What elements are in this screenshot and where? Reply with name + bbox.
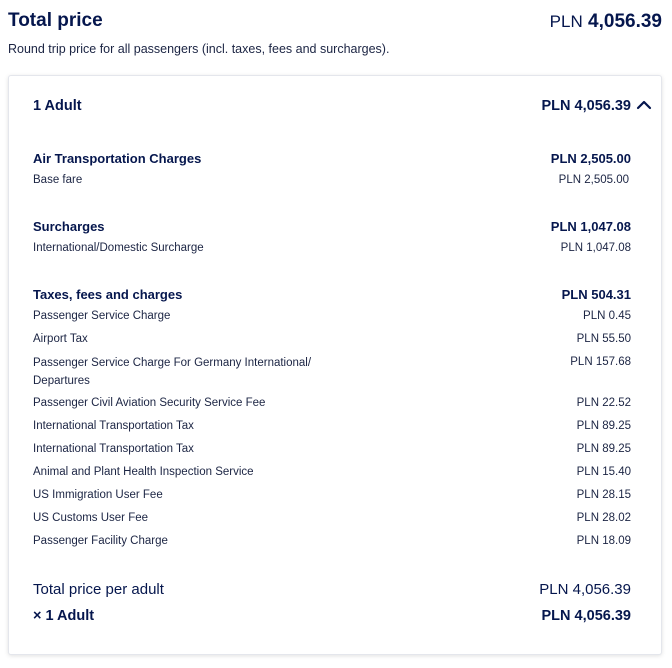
total-per-adult-amount: PLN 4,056.39 [539,581,631,598]
item-amount: PLN 0.45 [583,310,631,322]
item-label: Airport Tax [33,333,88,345]
multiplier-label: × 1 Adult [33,608,95,624]
item-label: International/Domestic Surcharge [33,242,204,254]
item-label: Passenger Service Charge [33,310,171,322]
section-amount: PLN 504.31 [561,287,631,302]
total-amount: 4,056.39 [588,11,662,32]
section-title: Taxes, fees and charges [33,287,183,302]
item-label: Passenger Service Charge For Germany International/ Departures [33,357,312,387]
total-per-adult-label: Total price per adult [33,581,164,598]
item-label: Base fare [33,174,83,186]
item-amount: PLN 1,047.08 [560,242,631,254]
item-amount: PLN 55.50 [576,333,631,345]
section-amount: PLN 2,505.00 [550,151,631,166]
section-amount: PLN 1,047.08 [550,219,631,234]
item-amount: PLN 18.09 [576,535,631,547]
multiplier-amount: PLN 4,056.39 [541,608,631,624]
total-price [550,11,662,33]
section-title: Surcharges [33,219,105,234]
item-amount: PLN 157.68 [570,356,631,368]
page-title: Total price [8,10,103,31]
chevron-up-icon[interactable] [635,96,653,114]
item-amount: PLN 22.52 [576,397,631,409]
item-amount: PLN 89.25 [576,420,631,432]
item-label: US Customs User Fee [33,512,149,524]
item-amount: PLN 15.40 [576,466,631,478]
total-currency: PLN [549,12,583,31]
item-label: US Immigration User Fee [33,489,163,501]
section-title: Air Transportation Charges [33,151,202,166]
price-subtitle: Round trip price for all passengers (incl. taxes, fees and surcharges). [8,42,390,56]
item-amount: PLN 28.15 [576,489,631,501]
price-breakdown-card [8,75,662,655]
item-label: Passenger Facility Charge [33,535,168,547]
item-amount: PLN 2,505.00 [558,174,629,186]
passenger-label: 1 Adult [33,98,82,114]
item-label: International Transportation Tax [33,420,194,432]
passenger-amount: PLN 4,056.39 [541,98,631,114]
item-label: Animal and Plant Health Inspection Service [33,466,254,478]
item-label: International Transportation Tax [33,443,194,455]
item-label: Passenger Civil Aviation Security Service Fee [33,397,266,409]
item-amount: PLN 89.25 [576,443,631,455]
item-amount: PLN 28.02 [576,512,631,524]
